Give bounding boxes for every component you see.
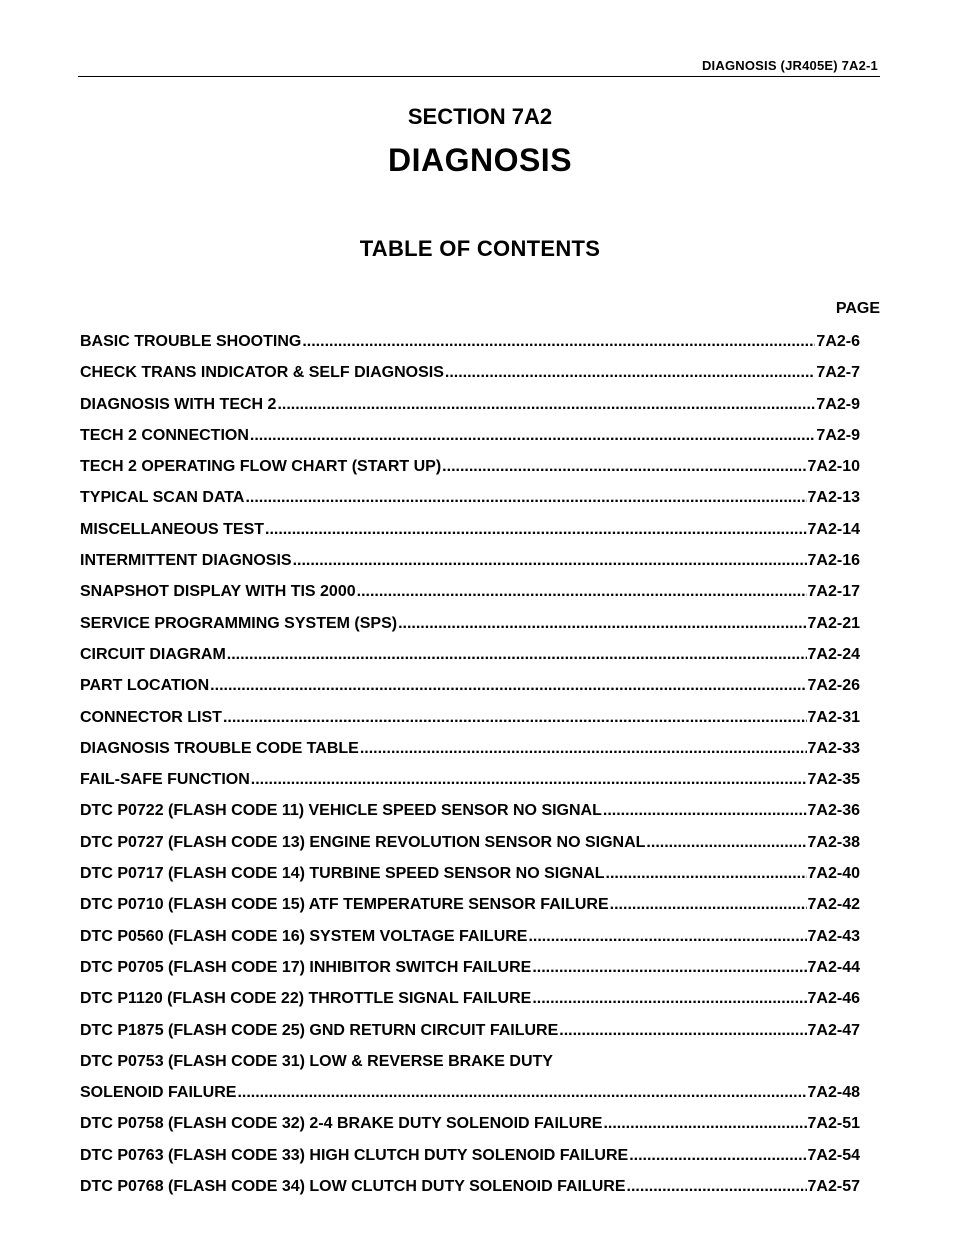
dot-leader <box>610 894 807 916</box>
dot-leader <box>559 1020 806 1042</box>
toc-entry-page: 7A2-14 <box>807 520 860 538</box>
toc-entry[interactable] <box>80 832 860 863</box>
toc-entry-page: 7A2-17 <box>807 583 860 601</box>
toc-entry[interactable] <box>80 863 860 894</box>
toc-entry-title: DTC P0705 (FLASH CODE 17) INHIBITOR SWITCH FAILURE <box>80 958 532 976</box>
dot-leader <box>251 769 807 791</box>
dot-leader <box>277 394 815 416</box>
toc-entry-page: 7A2-54 <box>807 1146 860 1164</box>
toc-entry-title: DTC P1875 (FLASH CODE 25) GND RETURN CIRCUIT FAILURE <box>80 1021 559 1039</box>
dot-leader <box>245 487 806 509</box>
toc-entry-title: SNAPSHOT DISPLAY WITH TIS 2000 <box>80 583 356 601</box>
dot-leader <box>442 456 806 478</box>
toc-entry-page: 7A2-48 <box>807 1084 860 1102</box>
toc-entry-title: PART LOCATION <box>80 677 210 695</box>
dot-leader <box>627 1176 807 1198</box>
toc-entry-title: DTC P0727 (FLASH CODE 13) ENGINE REVOLUTION SENSOR NO SIGNAL <box>80 833 646 851</box>
dot-leader <box>528 926 806 948</box>
toc-entry-page: 7A2-33 <box>807 739 860 757</box>
toc-entry[interactable] <box>80 769 860 800</box>
toc-entry-page: 7A2-40 <box>807 865 860 883</box>
toc-entry-title: TECH 2 CONNECTION <box>80 426 249 444</box>
toc-entry[interactable] <box>80 738 860 769</box>
dot-leader <box>357 581 807 603</box>
toc-title: TABLE OF CONTENTS <box>359 236 601 261</box>
toc-entry-title: CIRCUIT DIAGRAM <box>80 645 226 663</box>
toc-entry-page: 7A2-21 <box>807 614 860 632</box>
toc-entry[interactable] <box>80 1176 860 1207</box>
toc-entry-page: 7A2-57 <box>807 1178 860 1196</box>
toc-entry[interactable] <box>80 644 860 675</box>
page-column-label: PAGE <box>835 300 880 317</box>
dot-leader <box>360 738 807 760</box>
toc-entry-title: INTERMITTENT DIAGNOSIS <box>80 552 292 570</box>
toc-entry-page: 7A2-13 <box>807 489 860 507</box>
toc-entry-title: DTC P0717 (FLASH CODE 14) TURBINE SPEED SENSOR NO SIGNAL <box>80 865 605 883</box>
toc-entry-page: 7A2-35 <box>807 771 860 789</box>
toc-entry-title: CONNECTOR LIST <box>80 708 222 726</box>
toc-entry-page: 7A2-38 <box>807 833 860 851</box>
toc-entry-page: 7A2-16 <box>807 552 860 570</box>
toc-entry[interactable] <box>80 1051 860 1082</box>
toc-entry-page: 7A2-51 <box>807 1115 860 1133</box>
toc-entry-page: 7A2-31 <box>807 708 860 726</box>
toc-entry-page: 7A2-43 <box>807 927 860 945</box>
toc-entry[interactable] <box>80 519 860 550</box>
toc-entry-title: DTC P1120 (FLASH CODE 22) THROTTLE SIGNAL FAILURE <box>80 990 532 1008</box>
dot-leader <box>237 1082 806 1104</box>
toc-entry-title: DTC P0722 (FLASH CODE 11) VEHICLE SPEED SENSOR NO SIGNAL <box>80 802 602 820</box>
toc-entry-page: 7A2-36 <box>807 802 860 820</box>
toc-entry[interactable] <box>80 1082 860 1113</box>
dot-leader <box>210 675 806 697</box>
toc-entry[interactable] <box>80 957 860 988</box>
toc-entry-page: 7A2-24 <box>807 645 860 663</box>
toc-entry[interactable] <box>80 613 860 644</box>
toc-entry[interactable] <box>80 362 860 393</box>
document-title: DIAGNOSIS <box>387 142 573 178</box>
dot-leader <box>227 644 807 666</box>
toc-entry[interactable] <box>80 800 860 831</box>
toc-entry-title: BASIC TROUBLE SHOOTING <box>80 333 302 350</box>
toc-entry-page: 7A2-26 <box>807 677 860 695</box>
dot-leader <box>532 957 806 979</box>
toc-entry[interactable] <box>80 456 860 487</box>
dot-leader <box>603 1113 806 1135</box>
toc-entry-title: DTC P0758 (FLASH CODE 32) 2-4 BRAKE DUTY SOLENOID FAILURE <box>80 1115 603 1133</box>
toc-entry-title: DIAGNOSIS WITH TECH 2 <box>80 395 277 413</box>
dot-leader <box>293 550 807 572</box>
dot-leader <box>603 800 807 822</box>
toc-entry-title: FAIL-SAFE FUNCTION <box>80 771 250 789</box>
dot-leader <box>265 519 807 541</box>
toc-entry[interactable] <box>80 487 860 518</box>
dot-leader <box>250 425 816 447</box>
toc-entry[interactable] <box>80 1145 860 1176</box>
page-header <box>78 56 880 77</box>
toc-entry-title: DTC P0763 (FLASH CODE 33) HIGH CLUTCH DUTY SOLENOID FAILURE <box>80 1146 629 1164</box>
toc-entry-title: DTC P0768 (FLASH CODE 34) LOW CLUTCH DUTY SOLENOID FAILURE <box>80 1178 626 1196</box>
toc-entry[interactable] <box>80 1113 860 1144</box>
toc-entry-page: 7A2-9 <box>816 426 860 444</box>
toc-entry-page: 7A2-42 <box>807 896 860 914</box>
toc-entry-page: 7A2-47 <box>807 1021 860 1039</box>
toc-entry-title: DTC P0710 (FLASH CODE 15) ATF TEMPERATURE SENSOR FAILURE <box>80 896 609 914</box>
dot-leader <box>629 1145 806 1167</box>
toc-entry-title: TYPICAL SCAN DATA <box>80 489 245 507</box>
toc-entry[interactable] <box>80 425 860 456</box>
toc-entry-title: MISCELLANEOUS TEST <box>80 520 265 538</box>
toc-entry[interactable] <box>80 550 860 581</box>
toc-entry-title: DTC P0560 (FLASH CODE 16) SYSTEM VOLTAGE FAILURE <box>80 927 528 945</box>
dot-leader <box>223 707 807 729</box>
toc-entry-title: SOLENOID FAILURE <box>80 1084 237 1102</box>
dot-leader <box>532 988 806 1010</box>
header-text: DIAGNOSIS (JR405E) 7A2-1 <box>701 58 878 73</box>
toc-entry[interactable] <box>80 988 860 1019</box>
toc-entry-title: TECH 2 OPERATING FLOW CHART (START UP) <box>80 458 442 476</box>
toc-entry[interactable] <box>80 894 860 925</box>
toc-entry-page: 7A2-44 <box>807 958 860 976</box>
dot-leader <box>646 832 806 854</box>
dot-leader <box>398 613 806 635</box>
toc-entry-title: DIAGNOSIS TROUBLE CODE TABLE <box>80 739 359 757</box>
table-of-contents <box>80 331 860 1207</box>
toc-entry[interactable] <box>80 1020 860 1051</box>
toc-entry-title: DTC P0753 (FLASH CODE 31) LOW & REVERSE BRAKE DUTY <box>80 1052 553 1070</box>
dot-leader <box>445 362 816 384</box>
toc-entry-title: CHECK TRANS INDICATOR & SELF DIAGNOSIS <box>80 364 444 382</box>
toc-entry[interactable] <box>80 581 860 612</box>
toc-entry[interactable] <box>80 675 860 706</box>
toc-entry[interactable] <box>80 926 860 957</box>
dot-leader <box>606 863 807 885</box>
dot-leader <box>302 331 815 353</box>
toc-entry-page: 7A2-6 <box>816 333 860 350</box>
toc-entry-page: 7A2-10 <box>807 458 860 476</box>
toc-entry-page: 7A2-7 <box>816 364 860 382</box>
toc-entry-page: 7A2-46 <box>807 990 860 1008</box>
toc-entry[interactable] <box>80 707 860 738</box>
section-title: SECTION 7A2 <box>407 104 553 129</box>
toc-entry-page: 7A2-9 <box>816 395 860 413</box>
toc-entry-title: SERVICE PROGRAMMING SYSTEM (SPS) <box>80 614 398 632</box>
toc-entry[interactable] <box>80 331 860 362</box>
toc-entry[interactable] <box>80 394 860 425</box>
